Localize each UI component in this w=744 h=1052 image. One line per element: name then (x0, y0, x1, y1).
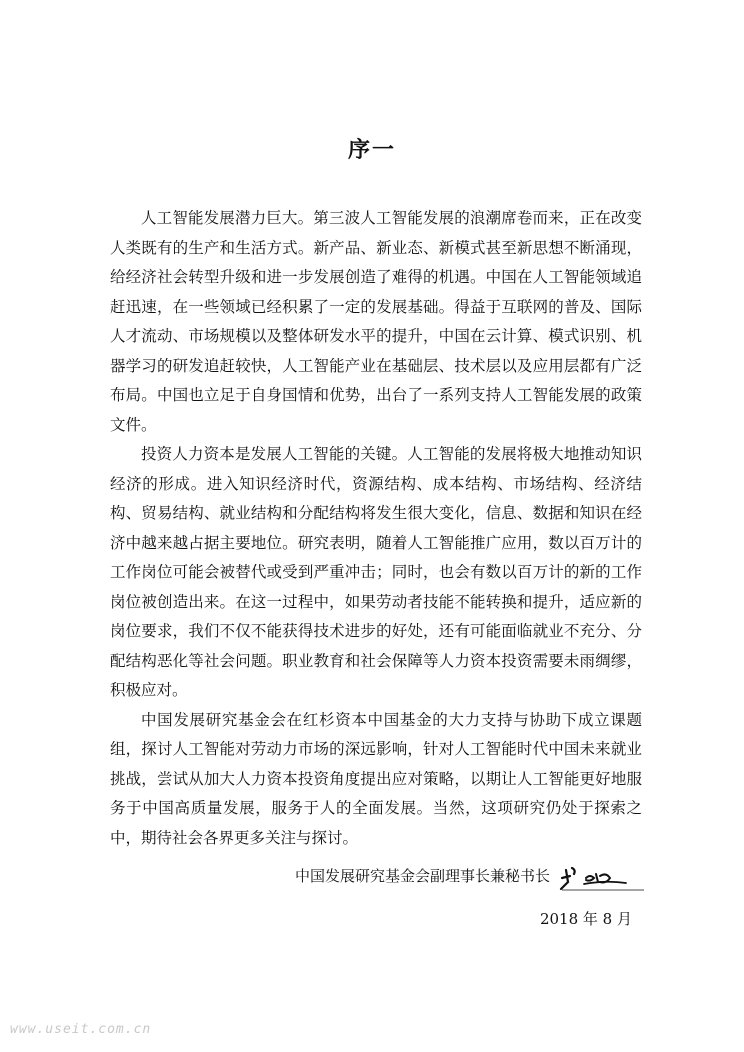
page-title: 序一 (347, 138, 396, 163)
paragraph-2: 投资人力资本是发展人工智能的关键。人工智能的发展将极大地推动知识经济的形成。进入知识经济时代，资源结构、成本结构、市场结构、经济结构、贸易结构、就业结构和分配结构将发生很大变化，信息、数据和知识在经济中越来越占据主要地位。研究表明，随着人工智能推广应用，数以百万计的工作岗位可能会被替代或受到严重冲击；同时，也会有数以百万计的新的工作岗位被创造出来。在这一过程中，如果劳动者技能不能转换和提升，适应新的岗位要求，我们不仅不能获得技术进步的好处，还有可能面临就业不充分、分配结构恶化等社会问题。职业教育和社会保障等人力资本投资需要未雨绸缪，积极应对。 (110, 445, 642, 699)
body-text (110, 204, 642, 853)
handwritten-signature-icon (556, 856, 646, 894)
watermark-text: www.useit.com.cn (10, 1022, 152, 1037)
signature-block (295, 856, 646, 894)
paragraph-1: 人工智能发展潜力巨大。第三波人工智能发展的浪潮席卷而来，正在改变人类既有的生产和生活方式。新产品、新业态、新模式甚至新思想不断涌现，给经济社会转型升级和进一步发展创造了难得的机遇。中国在人工智能领域追赶迅速，在一些领域已经积累了一定的发展基础。得益于互联网的普及、国际人才流动、市场规模以及整体研发水平的提升，中国在云计算、模式识别、机器学习的研发追赶较快，人工智能产业在基础层、技术层以及应用层都有广泛布局。中国也立足于自身国情和优势，出台了一系列支持人工智能发展的政策文件。 (110, 209, 642, 434)
date-text: 2018 年 8 月 (539, 910, 632, 928)
paragraph-3: 中国发展研究基金会在红杉资本中国基金的大力支持与协助下成立课题组，探讨人工智能对劳动力市场的深远影响，针对人工智能时代中国未来就业挑战，尝试从加大人力资本投资角度提出应对策略，以期让人工智能更好地服务于中国高质量发展，服务于人的全面发展。当然，这项研究仍处于探索之中，期待社会各界更多关注与探讨。 (110, 710, 642, 847)
signer-title: 中国发展研究基金会副理事长兼秘书长 (294, 866, 550, 885)
